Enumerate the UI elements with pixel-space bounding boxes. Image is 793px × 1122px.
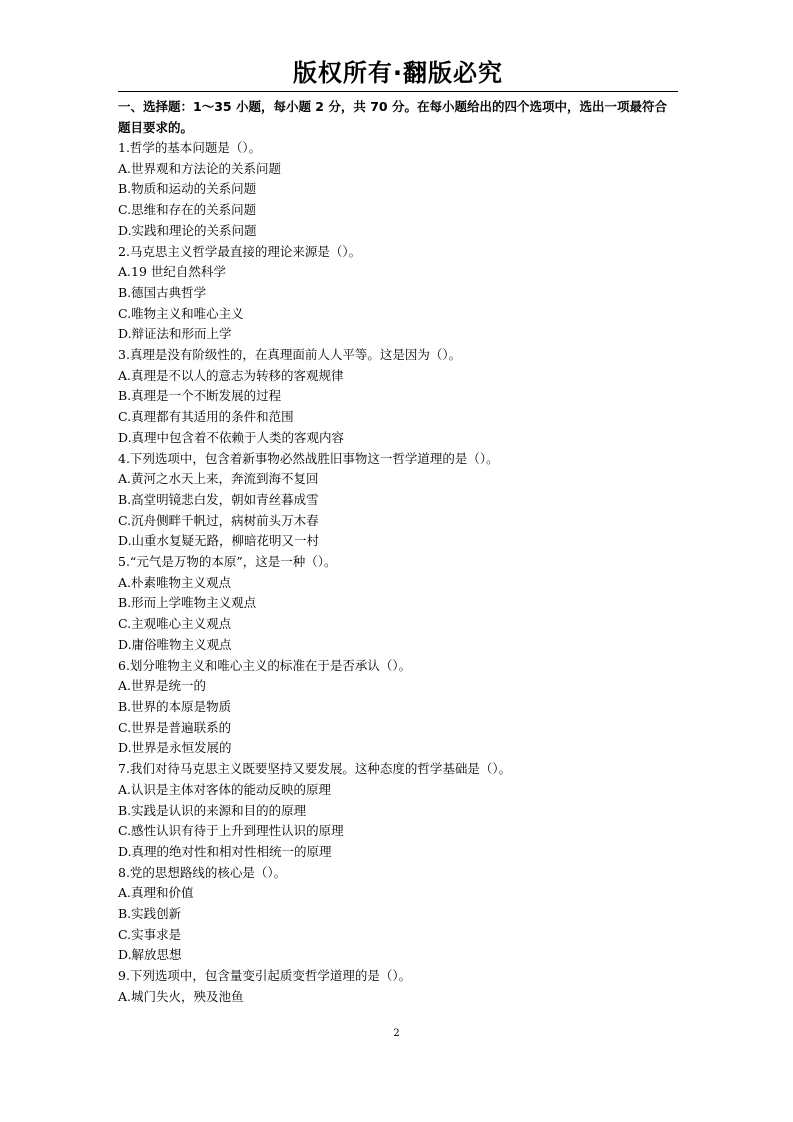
option-c: C.真理都有其适用的条件和范围: [118, 409, 294, 425]
option-c: C.沉舟侧畔千帆过，病树前头万木春: [118, 512, 319, 528]
option-b: B.世界的本原是物质: [118, 698, 232, 714]
option-a: A.世界是统一的: [118, 678, 207, 694]
question-stem: 8.党的思想路线的核心是（）。: [118, 864, 287, 880]
option-d: D.解放思想: [118, 947, 182, 963]
option-c: C.唯物主义和唯心主义: [118, 305, 244, 321]
option-d: D.辩证法和形而上学: [118, 326, 232, 342]
question-5: [118, 552, 678, 656]
option-a: A.黄河之水天上来，奔流到海不复回: [118, 471, 319, 487]
question-9: [118, 966, 678, 1007]
option-d: D.实践和理论的关系问题: [118, 222, 257, 238]
question-stem: 1.哲学的基本问题是（）。: [118, 140, 262, 155]
question-7: [118, 759, 678, 863]
option-d: D.真理中包含着不依赖于人类的客观内容: [118, 429, 345, 445]
option-d: D.山重水复疑无路，柳暗花明又一村: [118, 533, 320, 549]
question-stem: 2.马克思主义哲学最直接的理论来源是（）。: [118, 243, 362, 259]
page-content: [118, 96, 678, 1008]
page-header-title: 版权所有·翻版必究: [292, 59, 504, 87]
question-1: [118, 138, 678, 242]
question-stem: 7.我们对待马克思主义既要坚持又要发展。这种态度的哲学基础是（）。: [118, 761, 512, 777]
question-stem: 9.下列选项中，包含量变引起质变哲学道理的是（）。: [118, 968, 412, 984]
question-4: [118, 449, 678, 553]
question-8: [118, 863, 678, 967]
option-a: A.真理和价值: [118, 885, 194, 901]
question-3: [118, 345, 678, 449]
option-a: A.真理是不以人的意志为转移的客观规律: [118, 367, 344, 383]
question-stem: 6.划分唯物主义和唯心主义的标准在于是否承认（）。: [118, 657, 412, 673]
option-a: A.世界观和方法论的关系问题: [118, 160, 282, 176]
option-b: B.形而上学唯物主义观点: [118, 595, 257, 611]
option-a: A.朴素唯物主义观点: [118, 574, 232, 590]
option-c: C.实事求是: [118, 926, 182, 942]
option-b: B.真理是一个不断发展的过程: [118, 388, 282, 404]
page-number: 2: [393, 1028, 400, 1039]
question-stem: 4.下列选项中，包含着新事物必然战胜旧事物这一哲学道理的是（）。: [118, 450, 499, 466]
option-a: A.认识是主体对客体的能动反映的原理: [118, 781, 332, 797]
option-c: C.主观唯心主义观点: [118, 616, 232, 632]
option-d: D.世界是永恒发展的: [118, 740, 232, 756]
question-stem: 3.真理是没有阶级性的，在真理面前人人平等。这是因为（）。: [118, 347, 462, 363]
option-d: D.真理的绝对性和相对性相统一的原理: [118, 843, 332, 859]
option-c: C.世界是普遍联系的: [118, 719, 232, 735]
question-2: [118, 242, 678, 346]
option-a: A.城门失火，殃及池鱼: [118, 988, 244, 1004]
option-b: B.德国古典哲学: [118, 284, 207, 300]
header-divider: [118, 91, 678, 92]
option-b: B.实践是认识的来源和目的的原理: [118, 802, 307, 818]
option-b: B.高堂明镜悲白发，朝如青丝暮成雪: [118, 491, 319, 507]
option-b: B.物质和运动的关系问题: [118, 181, 257, 197]
question-stem: 5.“元气是万物的本原”，这是一种（）。: [118, 554, 337, 570]
option-a: A.19 世纪自然科学: [118, 264, 226, 280]
option-d: D.庸俗唯物主义观点: [118, 636, 232, 652]
option-c: C.感性认识有待于上升到理性认识的原理: [118, 823, 344, 839]
option-c: C.思维和存在的关系问题: [118, 202, 257, 218]
option-b: B.实践创新: [118, 906, 182, 922]
section-instruction: 一、选择题：1～35 小题，每小题 2 分，共 70 分。在每小题给出的四个选项中，选出一项最符合题目要求的。: [118, 99, 667, 135]
question-6: [118, 656, 678, 760]
